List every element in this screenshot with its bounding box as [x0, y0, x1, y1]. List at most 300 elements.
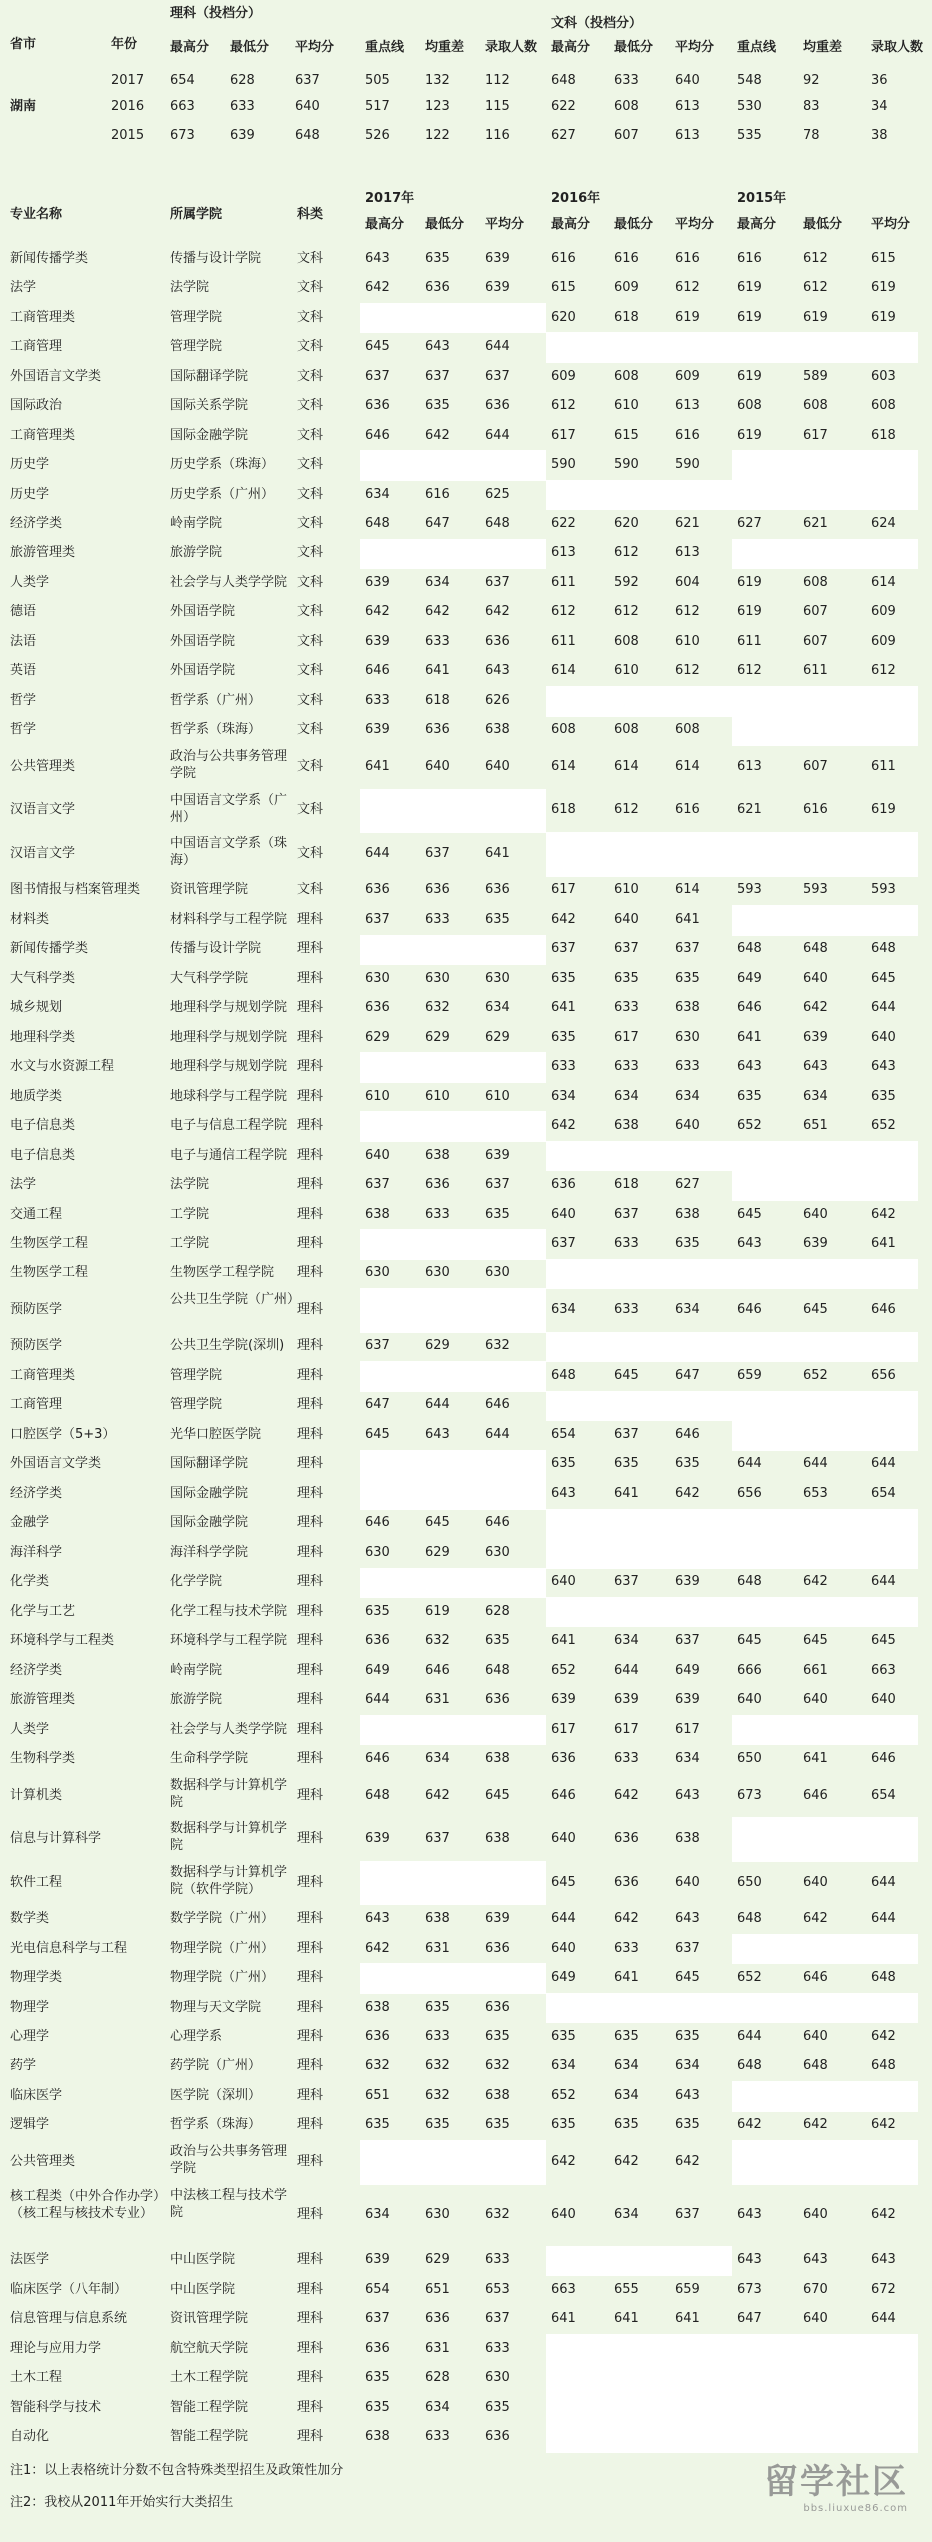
score-cell: 641 [614, 1485, 639, 1501]
category: 理科 [297, 2281, 324, 2297]
score-cell: 638 [425, 1147, 450, 1163]
score-cell: 634 [614, 2206, 639, 2222]
college-name: 国际金融学院 [170, 1485, 249, 1501]
category: 理科 [297, 2153, 324, 2169]
major-name: 旅游管理类 [10, 1692, 76, 1708]
blank-area [546, 832, 732, 877]
score-cell: 639 [485, 280, 510, 296]
score-cell: 637 [485, 2311, 510, 2327]
college-name: 大气科学学院 [170, 970, 249, 986]
score-cell: 642 [365, 280, 390, 296]
major-name: 经济学类 [10, 516, 63, 531]
score-cell: 619 [737, 427, 762, 443]
score-cell: 619 [425, 1603, 450, 1619]
score-cell: 643 [737, 1059, 762, 1075]
header-2017: 2017年 [365, 191, 415, 206]
college-name: 工学院 [170, 1206, 210, 1222]
score-cell: 608 [675, 722, 700, 738]
score-cell: 649 [737, 970, 762, 986]
score-cell: 637 [551, 1236, 576, 1252]
college-name: 国际关系学院 [170, 398, 249, 414]
score-cell: 648 [871, 2058, 896, 2074]
major-name: 地理科学类 [10, 1029, 76, 1045]
category: 理科 [297, 1662, 324, 1678]
score-cell: 615 [551, 280, 576, 296]
major-name: 旅游管理类 [10, 545, 76, 561]
major-name: 图书情报与档案管理类 [10, 882, 141, 898]
score-cell: 654 [551, 1426, 576, 1442]
footnote-1: 注1：以上表格统计分数不包含特殊类型招生及政策性加分 [10, 2463, 344, 2478]
subheader-score: 最低分 [425, 217, 465, 232]
score-cell: 635 [614, 2117, 639, 2133]
score-cell: 636 [485, 1940, 510, 1956]
blank-area [360, 2140, 546, 2185]
college-name: 社会学与人类学学院 [170, 574, 288, 590]
score-cell: 612 [803, 280, 828, 296]
blank-area [546, 1259, 732, 1289]
score-cell: 633 [614, 1000, 639, 1016]
score-cell: 640 [871, 1692, 896, 1708]
category: 文科 [297, 692, 324, 708]
college-name: 药学院（广州） [170, 2058, 262, 2074]
score-cell: 636 [485, 2429, 510, 2445]
subheader-5: 录取人数 [485, 40, 538, 55]
score-cell: 641 [614, 2311, 639, 2327]
score-cell: 637 [365, 911, 390, 927]
score-cell: 642 [614, 1911, 639, 1927]
major-name: 交通工程 [10, 1206, 63, 1222]
score-cell: 611 [551, 633, 576, 649]
score-cell: 635 [485, 911, 510, 927]
score-cell: 635 [485, 2117, 510, 2133]
score-cell: 626 [485, 692, 510, 708]
score-cell: 618 [425, 692, 450, 708]
college-name: 法学院 [170, 280, 210, 296]
score-cell: 644 [551, 1911, 576, 1927]
score-cell: 634 [614, 2058, 639, 2074]
score-cell: 619 [871, 309, 896, 325]
blank-area [360, 450, 546, 480]
score-cell: 630 [485, 1544, 510, 1560]
category: 理科 [297, 1874, 324, 1890]
college-name: 公共卫生学院(深圳) [170, 1338, 285, 1354]
blank-area [360, 1361, 546, 1391]
score-cell: 619 [737, 574, 762, 590]
score-cell: 590 [675, 457, 700, 473]
college-name: 中国语言文学系（珠海） [170, 836, 288, 869]
college-name: 历史学系（广州） [170, 486, 275, 502]
score-cell: 619 [737, 368, 762, 384]
top-score-cell: 123 [425, 99, 450, 114]
score-cell: 652 [737, 1118, 762, 1134]
score-cell: 630 [365, 970, 390, 986]
score-cell: 642 [365, 604, 390, 620]
subheader-4: 均重差 [425, 40, 465, 55]
score-cell: 643 [425, 1426, 450, 1442]
score-cell: 635 [365, 2370, 390, 2386]
college-name: 生命科学学院 [170, 1751, 249, 1767]
score-cell: 640 [803, 970, 828, 986]
score-cell: 636 [485, 633, 510, 649]
score-cell: 627 [675, 1177, 700, 1193]
score-cell: 640 [803, 1206, 828, 1222]
score-cell: 634 [485, 1000, 510, 1016]
score-cell: 608 [737, 398, 762, 414]
score-cell: 639 [803, 1029, 828, 1045]
score-cell: 636 [365, 2029, 390, 2044]
score-cell: 638 [365, 2429, 390, 2445]
score-cell: 636 [425, 2311, 450, 2327]
score-cell: 634 [675, 1301, 700, 1317]
score-cell: 633 [614, 1236, 639, 1252]
top-score-cell: 83 [803, 99, 820, 114]
score-cell: 640 [803, 2311, 828, 2327]
score-cell: 638 [365, 1999, 390, 2015]
score-cell: 635 [675, 1456, 700, 1472]
score-cell: 611 [803, 663, 828, 679]
college-name: 公共卫生学院（广州） [170, 1292, 301, 1308]
college-name: 化学学院 [170, 1574, 223, 1590]
score-cell: 614 [675, 758, 700, 774]
score-cell: 619 [675, 309, 700, 325]
score-cell: 635 [425, 398, 450, 414]
score-cell: 659 [737, 1367, 762, 1383]
major-name: 智能科学与技术 [10, 2399, 102, 2415]
score-cell: 642 [871, 2117, 896, 2133]
score-cell: 642 [614, 1787, 639, 1803]
score-cell: 635 [675, 2117, 700, 2133]
blank-area [360, 1111, 546, 1141]
score-cell: 641 [737, 1029, 762, 1045]
score-cell: 645 [425, 1515, 450, 1531]
score-cell: 616 [675, 802, 700, 818]
category: 理科 [297, 2117, 324, 2133]
college-name: 传播与设计学院 [170, 250, 262, 266]
category: 文科 [297, 398, 324, 414]
score-cell: 635 [614, 1456, 639, 1472]
score-cell: 646 [737, 1301, 762, 1317]
score-cell: 641 [551, 1633, 576, 1649]
category: 理科 [297, 911, 324, 927]
score-cell: 648 [551, 1367, 576, 1383]
score-cell: 635 [425, 250, 450, 266]
score-cell: 641 [425, 663, 450, 679]
score-cell: 635 [675, 970, 700, 986]
subheader-score: 平均分 [485, 217, 525, 232]
category: 文科 [297, 545, 324, 561]
score-cell: 646 [803, 1970, 828, 1986]
major-name: 法医学 [10, 2252, 50, 2268]
category: 理科 [297, 1970, 324, 1986]
score-cell: 644 [737, 1456, 762, 1472]
major-name: 人类学 [10, 574, 50, 590]
score-cell: 608 [803, 398, 828, 414]
score-cell: 621 [803, 516, 828, 531]
score-cell: 643 [737, 2252, 762, 2268]
score-cell: 651 [803, 1118, 828, 1134]
major-name: 汉语言文学 [10, 802, 76, 818]
score-cell: 634 [365, 2206, 390, 2222]
major-name: 历史学 [10, 457, 50, 473]
header-science: 理科（投档分） [170, 6, 262, 21]
score-cell: 637 [614, 941, 639, 957]
category: 理科 [297, 1633, 324, 1649]
score-cell: 648 [803, 2058, 828, 2074]
category: 理科 [297, 2311, 324, 2327]
blank-area [732, 2364, 918, 2394]
blank-area [360, 1715, 546, 1745]
watermark-url: bbs.liuxue86.com [803, 2503, 908, 2514]
score-cell: 646 [737, 1000, 762, 1016]
header-major: 专业名称 [10, 207, 63, 222]
blank-area [732, 2140, 918, 2185]
score-cell: 634 [614, 1088, 639, 1104]
subheader-11: 录取人数 [871, 40, 924, 55]
score-cell: 647 [737, 2311, 762, 2327]
category: 理科 [297, 1147, 324, 1163]
score-cell: 654 [365, 2281, 390, 2297]
college-name: 工学院 [170, 1236, 210, 1252]
score-cell: 637 [365, 1177, 390, 1193]
score-cell: 643 [871, 2252, 896, 2268]
score-cell: 643 [551, 1485, 576, 1501]
score-cell: 639 [365, 722, 390, 738]
score-cell: 638 [675, 1206, 700, 1222]
score-cell: 634 [675, 1751, 700, 1767]
score-cell: 640 [675, 1118, 700, 1134]
category: 文科 [297, 457, 324, 473]
subheader-score: 平均分 [675, 217, 715, 232]
score-cell: 639 [803, 1236, 828, 1252]
score-cell: 644 [365, 845, 390, 861]
category: 理科 [297, 1088, 324, 1104]
score-cell: 614 [871, 574, 896, 590]
blank-area [360, 539, 546, 569]
major-name: 物理学类 [10, 1970, 63, 1986]
score-cell: 634 [425, 574, 450, 590]
score-cell: 618 [871, 427, 896, 443]
score-cell: 643 [425, 339, 450, 355]
header-2016: 2016年 [551, 191, 601, 206]
score-cell: 638 [485, 1831, 510, 1847]
subheader-3: 重点线 [365, 40, 405, 55]
category: 理科 [297, 2399, 324, 2415]
score-cell: 640 [803, 2206, 828, 2222]
blank-area [732, 716, 918, 746]
score-cell: 636 [425, 882, 450, 898]
major-name: 外国语言文学类 [10, 368, 102, 384]
score-cell: 673 [737, 1787, 762, 1803]
score-cell: 612 [737, 663, 762, 679]
score-cell: 629 [365, 1029, 390, 1045]
score-cell: 633 [675, 1059, 700, 1075]
score-cell: 663 [871, 1662, 896, 1678]
score-cell: 635 [551, 970, 576, 986]
category: 理科 [297, 1118, 324, 1134]
score-cell: 633 [425, 1206, 450, 1222]
major-name: 德语 [10, 604, 37, 620]
score-cell: 645 [675, 1970, 700, 1986]
score-cell: 643 [871, 1059, 896, 1075]
score-cell: 644 [365, 1692, 390, 1708]
category: 文科 [297, 882, 324, 898]
score-cell: 633 [425, 911, 450, 927]
score-cell: 635 [551, 2029, 576, 2044]
score-cell: 648 [871, 941, 896, 957]
score-cell: 636 [365, 1000, 390, 1016]
header-arts: 文科（投档分） [551, 16, 643, 31]
category: 理科 [297, 941, 324, 957]
category: 理科 [297, 1751, 324, 1767]
score-cell: 592 [614, 574, 639, 590]
score-cell: 609 [551, 368, 576, 384]
score-cell: 635 [551, 2117, 576, 2133]
category: 理科 [297, 970, 324, 986]
score-cell: 645 [551, 1874, 576, 1890]
category: 理科 [297, 1831, 324, 1847]
score-cell: 634 [614, 1633, 639, 1649]
major-name: 大气科学类 [10, 970, 76, 986]
score-cell: 637 [551, 941, 576, 957]
major-name: 水文与水资源工程 [10, 1059, 115, 1075]
college-name: 国际翻译学院 [170, 1456, 249, 1472]
blank-area [360, 1288, 546, 1333]
score-cell: 637 [365, 2311, 390, 2327]
score-cell: 618 [551, 802, 576, 818]
score-cell: 637 [365, 368, 390, 384]
score-cell: 637 [675, 2206, 700, 2222]
college-name: 海洋科学学院 [170, 1544, 249, 1560]
score-cell: 643 [737, 2206, 762, 2222]
top-score-cell: 122 [425, 128, 450, 143]
blank-area [732, 1993, 918, 2023]
college-name: 地理科学与规划学院 [170, 1029, 288, 1045]
score-cell: 604 [675, 574, 700, 590]
score-cell: 637 [614, 1574, 639, 1590]
score-cell: 646 [871, 1301, 896, 1317]
score-cell: 640 [551, 1940, 576, 1956]
score-cell: 636 [425, 1177, 450, 1193]
score-cell: 640 [365, 1147, 390, 1163]
college-name: 地理科学与规划学院 [170, 1059, 288, 1075]
score-cell: 636 [365, 1633, 390, 1649]
score-cell: 634 [551, 1088, 576, 1104]
top-score-cell: 627 [551, 128, 576, 143]
score-cell: 612 [675, 663, 700, 679]
blank-area [360, 303, 546, 333]
subheader-0: 最高分 [170, 40, 210, 55]
score-cell: 643 [365, 1911, 390, 1927]
score-cell: 649 [551, 1970, 576, 1986]
subheader-score: 最低分 [614, 217, 654, 232]
score-cell: 608 [871, 398, 896, 414]
score-cell: 636 [551, 1751, 576, 1767]
score-cell: 644 [803, 1456, 828, 1472]
score-cell: 637 [365, 1338, 390, 1354]
score-cell: 637 [425, 1831, 450, 1847]
score-cell: 639 [485, 1147, 510, 1163]
score-cell: 610 [485, 1088, 510, 1104]
score-cell: 634 [425, 1751, 450, 1767]
score-cell: 630 [365, 1544, 390, 1560]
score-cell: 628 [485, 1603, 510, 1619]
score-cell: 637 [614, 1426, 639, 1442]
college-name: 化学工程与技术学院 [170, 1603, 288, 1619]
score-cell: 642 [425, 1787, 450, 1803]
college-name: 心理学系 [170, 2029, 223, 2044]
blank-area [732, 1817, 918, 1862]
score-cell: 636 [365, 2340, 390, 2356]
score-cell: 607 [803, 604, 828, 620]
score-cell: 593 [803, 882, 828, 898]
score-cell: 648 [737, 1911, 762, 1927]
subheader-10: 均重差 [803, 40, 843, 55]
score-cell: 656 [737, 1485, 762, 1501]
score-cell: 636 [425, 722, 450, 738]
score-cell: 645 [871, 970, 896, 986]
score-cell: 649 [675, 1662, 700, 1678]
score-cell: 651 [425, 2281, 450, 2297]
score-cell: 643 [675, 2087, 700, 2103]
score-cell: 649 [365, 1662, 390, 1678]
score-cell: 633 [425, 2029, 450, 2044]
college-name: 传播与设计学院 [170, 941, 262, 957]
score-cell: 648 [365, 516, 390, 531]
score-cell: 659 [675, 2281, 700, 2297]
top-score-cell: 628 [230, 73, 255, 88]
score-cell: 636 [485, 398, 510, 414]
top-score-cell: 530 [737, 99, 762, 114]
category: 理科 [297, 1721, 324, 1737]
score-cell: 622 [551, 516, 576, 531]
major-name: 地质学类 [10, 1088, 63, 1104]
score-cell: 635 [551, 1029, 576, 1045]
score-cell: 645 [803, 1633, 828, 1649]
score-cell: 625 [485, 486, 510, 502]
major-name: 自动化 [10, 2429, 50, 2445]
category: 文科 [297, 574, 324, 590]
score-cell: 648 [803, 941, 828, 957]
score-cell: 639 [485, 250, 510, 266]
score-cell: 611 [737, 633, 762, 649]
major-name: 工商管理类 [10, 1367, 76, 1383]
major-name: 工商管理 [10, 339, 63, 355]
score-cell: 630 [485, 970, 510, 986]
score-cell: 636 [485, 882, 510, 898]
subheader-6: 最高分 [551, 40, 591, 55]
college-name: 环境科学与工程学院 [170, 1633, 288, 1649]
score-cell: 616 [551, 250, 576, 266]
score-cell: 663 [551, 2281, 576, 2297]
score-cell: 652 [803, 1367, 828, 1383]
subheader-1: 最低分 [230, 40, 270, 55]
major-name: 哲学 [10, 692, 37, 708]
college-name: 中山医学院 [170, 2281, 236, 2297]
college-name: 历史学系（珠海） [170, 457, 275, 473]
subheader-score: 最高分 [551, 217, 591, 232]
blank-area [732, 480, 918, 510]
college-name: 土木工程学院 [170, 2370, 249, 2386]
top-score-cell: 633 [230, 99, 255, 114]
category: 理科 [297, 1692, 324, 1708]
top-score-cell: 622 [551, 99, 576, 114]
major-name: 工商管理 [10, 1397, 63, 1413]
score-cell: 646 [675, 1426, 700, 1442]
footnote-2: 注2：我校从2011年开始实行大类招生 [10, 2495, 234, 2510]
top-score-cell: 648 [551, 73, 576, 88]
score-cell: 637 [485, 1177, 510, 1193]
score-cell: 635 [485, 2399, 510, 2415]
